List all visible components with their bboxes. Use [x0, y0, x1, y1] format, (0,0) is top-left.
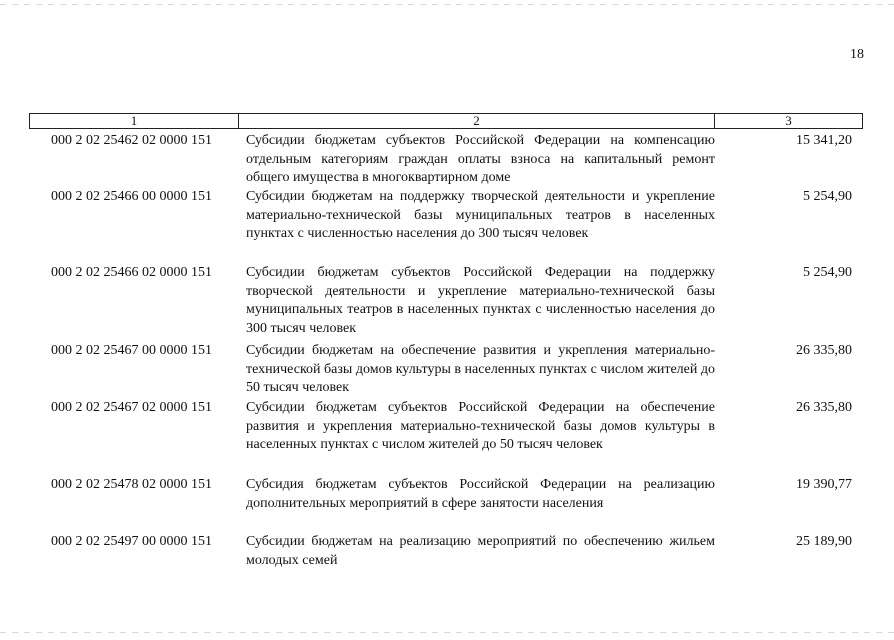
table-row: [29, 132, 863, 188]
row-amount: 15 341,20: [796, 133, 852, 148]
scan-artifact-top: [0, 4, 894, 5]
table-row: [29, 188, 863, 244]
row-amount: 25 189,90: [796, 534, 852, 549]
budget-code: 000 2 02 25466 02 0000 151: [51, 265, 212, 280]
table-row: [29, 533, 863, 570]
row-description: Субсидия бюджетам субъектов Российской Федерации на реализацию дополнительных мероприятий в сфере занятости населения: [246, 477, 715, 511]
budget-code: 000 2 02 25497 00 0000 151: [51, 534, 212, 549]
budget-code: 000 2 02 25478 02 0000 151: [51, 477, 212, 492]
table-row: [29, 399, 863, 455]
row-amount: 5 254,90: [803, 265, 852, 280]
row-amount: 26 335,80: [796, 343, 852, 358]
row-description: Субсидии бюджетам на поддержку творческой деятельности и укрепление материально-технической базы муниципальных театров в населенных пунктах с численностью населения до 300 тысяч человек: [246, 189, 715, 241]
row-description: Субсидии бюджетам субъектов Российской Федерации на компенсацию отдельным категориям граждан оплаты взноса на капитальный ремонт общего имущества в многоквартирном доме: [246, 133, 715, 185]
budget-code: 000 2 02 25467 00 0000 151: [51, 343, 212, 358]
budget-code: 000 2 02 25462 02 0000 151: [51, 133, 212, 148]
table-row: [29, 342, 863, 398]
table-row: [29, 476, 863, 513]
page-number: 18: [850, 47, 864, 62]
header-col-2: 2: [239, 114, 715, 128]
row-description: Субсидии бюджетам субъектов Российской Федерации на поддержку творческой деятельности и укрепление материально-технической базы муниципальных театров в населенных пунктах с численностью населения до 300 тысяч человек: [246, 265, 715, 336]
budget-code: 000 2 02 25466 00 0000 151: [51, 189, 212, 204]
table-row: [29, 264, 863, 338]
row-description: Субсидии бюджетам субъектов Российской Федерации на обеспечение развития и укрепления материально-технической базы домов культуры в населенных пунктах с числом жителей до 50 тысяч человек: [246, 400, 715, 452]
row-description: Субсидии бюджетам на обеспечение развития и укрепления материально-технической базы домов культуры в населенных пунктах с числом жителей до 50 тысяч человек: [246, 343, 715, 395]
budget-code: 000 2 02 25467 02 0000 151: [51, 400, 212, 415]
table-header: [29, 113, 863, 129]
scan-artifact-bottom: [0, 632, 894, 633]
row-amount: 5 254,90: [803, 189, 852, 204]
row-amount: 19 390,77: [796, 477, 852, 492]
row-description: Субсидии бюджетам на реализацию мероприятий по обеспечению жильем молодых семей: [246, 534, 715, 568]
header-col-3: 3: [785, 113, 792, 128]
header-col-1: 1: [30, 114, 239, 128]
row-amount: 26 335,80: [796, 400, 852, 415]
